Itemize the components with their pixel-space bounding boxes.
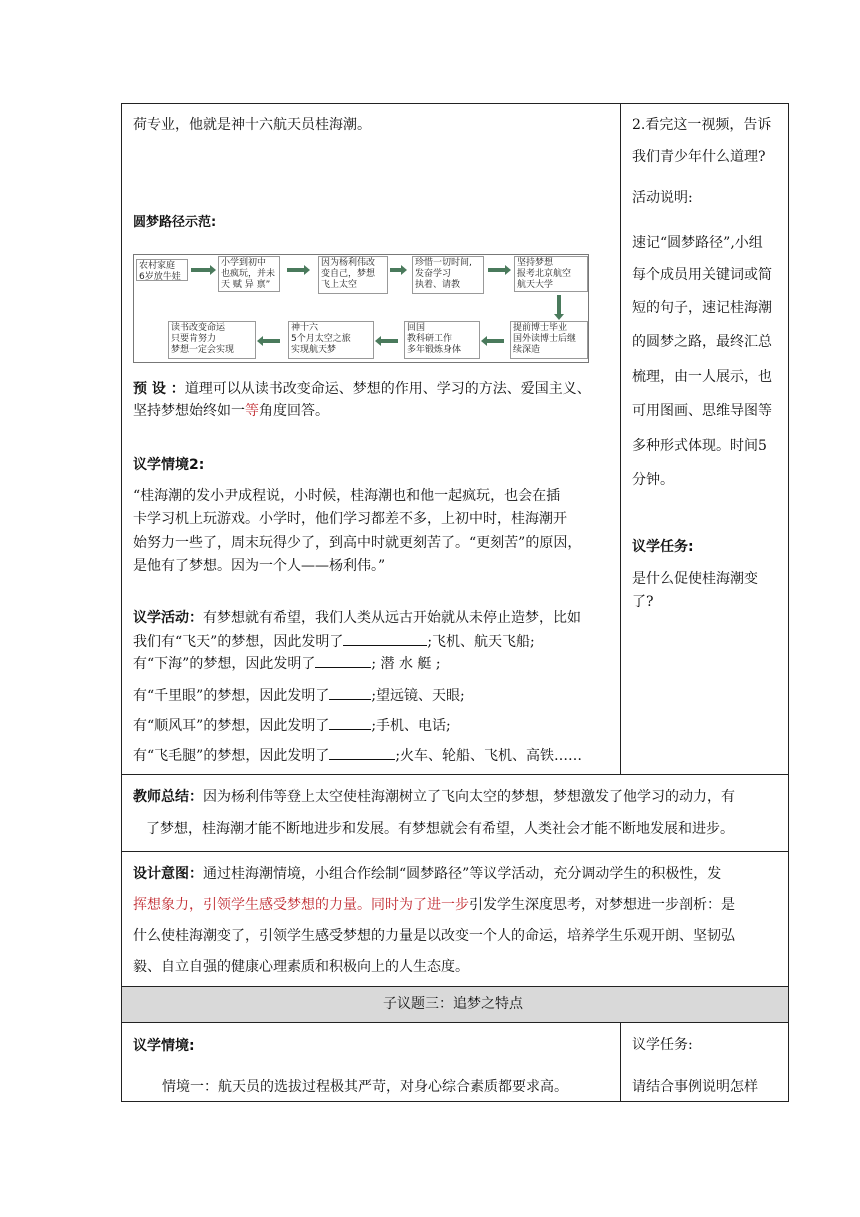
task-line: 了? bbox=[632, 594, 654, 610]
scenario-1: 情境一：航天员的选拔过程极其严苛，对身心综合素质都要求高。 bbox=[162, 1079, 568, 1095]
question-2-line: 我们青少年什么道理? bbox=[632, 149, 766, 165]
teacher-summary-line: 了梦想，桂海潮才能不断地进步和发展。有梦想就会有希望，人类社会才能不断地发展和进步。 bbox=[146, 821, 734, 837]
blank-field[interactable] bbox=[329, 715, 371, 730]
subtopic-title: 子议题三：追梦之特点 bbox=[383, 996, 523, 1012]
bottom-task-label: 议学任务: bbox=[632, 1037, 693, 1053]
activity-desc-line: 梳理，由一人展示，也 bbox=[632, 369, 772, 385]
scenario2-line: 卡学习机上玩游戏。小学时，他们学习都差不多，上初中时，桂海潮开 bbox=[133, 511, 567, 527]
diagram-box-1: 农村家庭 6岁放牛娃 bbox=[136, 259, 188, 281]
question-2-line: 2.看完这一视频，告诉 bbox=[632, 117, 772, 133]
activity-label: 议学活动： bbox=[133, 610, 203, 626]
blank-field[interactable] bbox=[329, 685, 371, 700]
arrow-left-icon bbox=[380, 339, 398, 343]
diagram-box-2: 小学到初中 也疯玩，并未 天 赋 异 禀” bbox=[218, 256, 280, 292]
arrow-right-icon bbox=[287, 268, 305, 272]
lesson-table bbox=[121, 103, 789, 1102]
fill-line: 有“千里眼”的梦想，因此发明了 ;望远镜、天眼; bbox=[133, 685, 465, 705]
row-divider bbox=[121, 774, 789, 775]
arrow-right-icon bbox=[191, 268, 211, 272]
diagram-box-3: 因为杨利伟改 变自己，梦想 飞上太空 bbox=[318, 256, 388, 294]
diagram-box-4: 珍惜一切时间, 发奋学习 执着、请教 bbox=[412, 256, 484, 294]
activity-desc-line: 每个成员用关键词或简 bbox=[632, 267, 772, 283]
fill-line: 有“飞毛腿”的梦想，因此发明了 ;火车、轮船、飞机、高铁…… bbox=[133, 745, 582, 765]
blank-field[interactable] bbox=[329, 745, 395, 760]
design-intent-line: 什么使桂海潮变了，引领学生感受梦想的力量是以改变一个人的命运，培养学生乐观开朗、坚韧弘 bbox=[133, 928, 735, 944]
activity-desc-line: 可用图画、思维导图等 bbox=[632, 403, 772, 419]
fill-line: 有“下海”的梦想，因此发明了 ; 潜 水 艇 ; bbox=[133, 653, 441, 673]
scenario-label: 议学情境: bbox=[133, 1038, 195, 1054]
bottom-task-line: 请结合事例说明怎样 bbox=[632, 1079, 758, 1095]
design-intent-line: 设计意图：通过桂海潮情境，小组合作绘制“圆梦路径”等议学活动，充分调动学生的积极性，发 bbox=[133, 866, 722, 882]
design-intent-line: 挥想象力，引领学生感受梦想的力量。同时为了进一步引发学生深度思考，对梦想进一步剖析：是 bbox=[133, 897, 735, 913]
diagram-box-9: 读书改变命运 只要肯努力 梦想一定会实现 bbox=[168, 321, 256, 359]
preset-label: 预 设 ： bbox=[133, 381, 185, 397]
intro-line: 荷专业，他就是神十六航天员桂海潮。 bbox=[133, 117, 371, 133]
dream-path-diagram bbox=[133, 254, 589, 363]
row-divider bbox=[121, 851, 789, 852]
arrow-right-icon bbox=[390, 268, 402, 272]
fill-line: 我们有“飞天”的梦想，因此发明了 ;飞机、航天飞船; bbox=[133, 631, 535, 651]
activity-desc-line: 多种形式体现。时间5 bbox=[632, 438, 767, 454]
column-divider bbox=[620, 103, 621, 774]
activity-desc-line: 的圆梦之路，最终汇总 bbox=[632, 334, 772, 350]
scenario2-label: 议学情境2: bbox=[133, 457, 205, 473]
diagram-heading: 圆梦路径示范: bbox=[133, 215, 217, 230]
arrow-left-icon bbox=[262, 339, 280, 343]
fill-line: 有“顺风耳”的梦想，因此发明了 ;手机、电话; bbox=[133, 715, 451, 735]
row-divider bbox=[121, 1022, 789, 1023]
activity-desc-line: 分钟。 bbox=[632, 472, 674, 488]
scenario2-line: 是他有了梦想。因为一个人——杨利伟。” bbox=[133, 558, 386, 574]
activity-desc-line: 短的句子，速记桂海潮 bbox=[632, 300, 772, 316]
preset-line-1: 预 设 ：道理可以从读书改变命运、梦想的作用、学习的方法、爱国主义、 bbox=[133, 381, 591, 397]
activity-desc-line: 速记“圆梦路径”,小组 bbox=[632, 235, 763, 251]
teacher-summary-label: 教师总结： bbox=[133, 789, 203, 805]
diagram-box-5: 坚持梦想 报考北京航空 航天大学 bbox=[514, 256, 588, 292]
preset-line-2: 坚持梦想始终如一等角度回答。 bbox=[133, 403, 329, 419]
arrow-right-icon bbox=[488, 268, 506, 272]
task-line: 是什么促使桂海潮变 bbox=[632, 571, 758, 587]
activity-line-1: 议学活动：有梦想就有希望，我们人类从远古开始就从未停止造梦，比如 bbox=[133, 610, 581, 626]
arrow-down-icon bbox=[557, 295, 561, 315]
design-intent-label: 设计意图： bbox=[133, 866, 203, 882]
scenario2-line: “桂海潮的发小尹成程说，小时候，桂海潮也和他一起疯玩，也会在插 bbox=[133, 488, 561, 504]
scenario2-line: 始努力一些了，周末玩得少了，到高中时就更刻苦了。“更刻苦”的原因， bbox=[133, 535, 582, 551]
blank-field[interactable] bbox=[315, 653, 371, 668]
activity-desc-label: 活动说明: bbox=[632, 190, 693, 206]
diagram-box-6: 提前博士毕业 国外读博士后继 续深造 bbox=[510, 321, 588, 359]
column-divider bbox=[620, 1022, 621, 1102]
task-label: 议学任务: bbox=[632, 539, 694, 555]
blank-field[interactable] bbox=[343, 631, 427, 646]
arrow-left-icon bbox=[486, 339, 504, 343]
teacher-summary-line: 教师总结：因为杨利伟等登上太空使桂海潮树立了飞向太空的梦想，梦想激发了他学习的动力，有 bbox=[133, 789, 735, 805]
row-divider bbox=[121, 986, 789, 987]
diagram-box-7: 回国 教科研工作 多年锻炼身体 bbox=[404, 321, 480, 359]
design-intent-line: 毅、自立自强的健康心理素质和积极向上的人生态度。 bbox=[133, 959, 469, 975]
diagram-box-8: 神十六 5个月太空之旅 实现航天梦 bbox=[288, 321, 374, 359]
